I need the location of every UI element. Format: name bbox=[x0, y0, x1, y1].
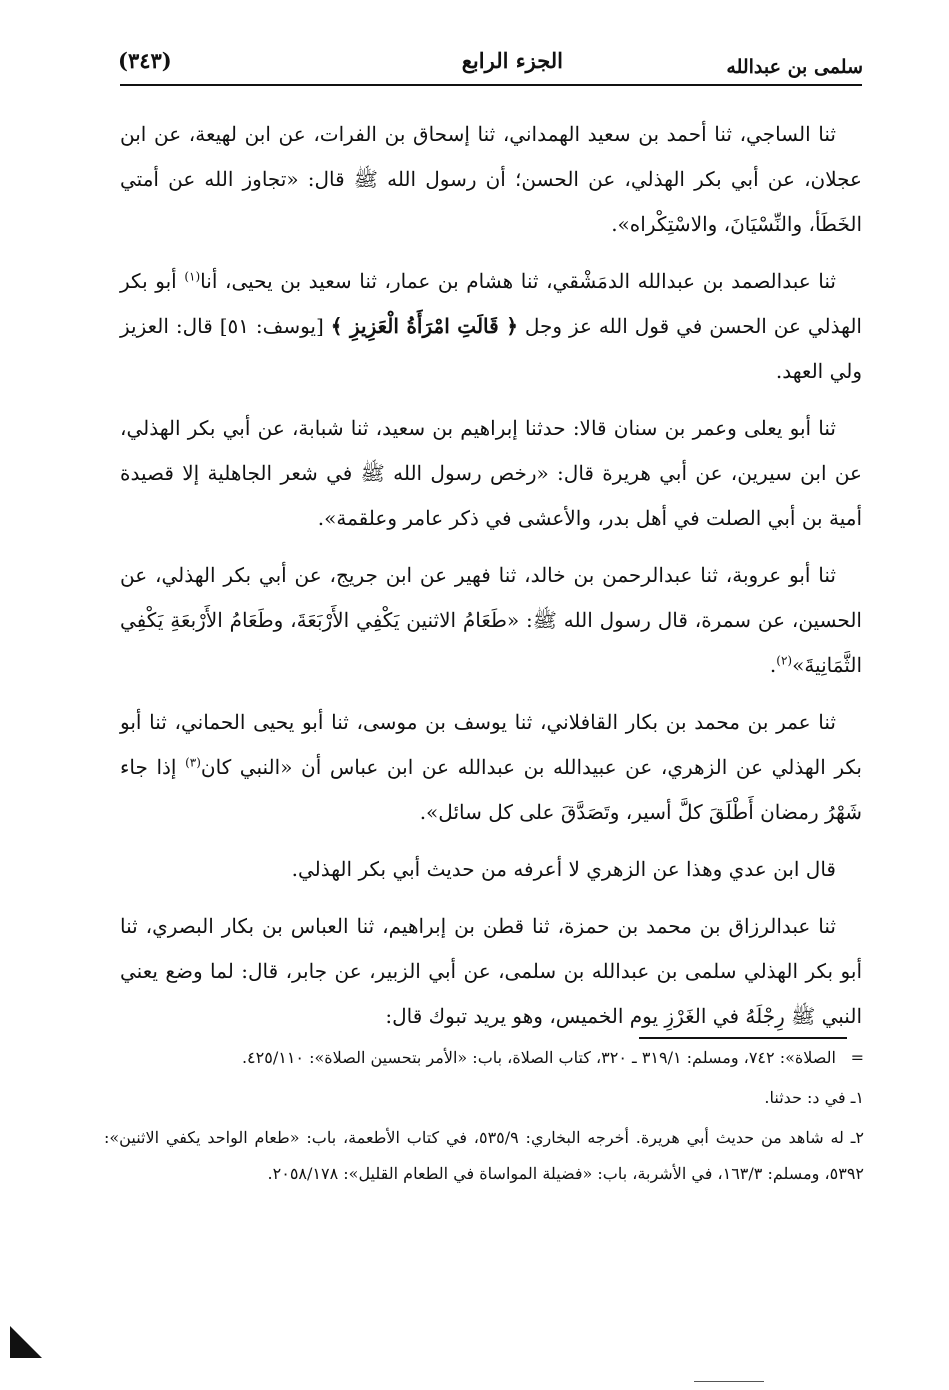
paragraph bbox=[120, 406, 862, 541]
footnotes bbox=[104, 1040, 864, 1196]
paragraph bbox=[120, 700, 862, 835]
footnote-1: ١ـ في د: حدثنا. bbox=[764, 1088, 864, 1107]
paragraph-text: ثنا أبو عروبة، ثنا عبدالرحمن بن خالد، ثنا فهير عن ابن جريج، عن أبي بكر الهذلي، عن الحسين، عن سمرة، قال رسول الله ﷺ: «طَعَامُ الاثنين يَكْفِي الأَرْبَعَةَ، وطَعَامُ الأَرْبعَةِ يَكْفِي الثَّمَانِيةَ» bbox=[120, 563, 862, 677]
corner-triangle-mark bbox=[10, 1326, 42, 1358]
volume-title: الجزء الرابع bbox=[461, 48, 563, 73]
page-header bbox=[118, 46, 863, 82]
paragraph-text: ثنا عبدالرزاق بن محمد بن حمزة، ثنا قطن بن إبراهيم، ثنا العباس بن بكار البصري، ثنا أبو بكر الهذلي سلمى بن عبدالله بن سلمى، عن أبي الزبير، عن جابر، قال: لما وضع يعني النبي ﷺ رِجْلَهُ في الغَرْزِ يوم الخميس، وهو يريد تبوك قال: bbox=[120, 914, 862, 1028]
running-title: سلمى بن عبدالله bbox=[726, 56, 863, 78]
paragraph-text: ثنا عبدالصمد بن عبدالله الدمَشْقي، ثنا هشام بن عمار، ثنا سعيد بن يحيى، أنا bbox=[200, 269, 836, 293]
footnote-text: الصلاة»: ٧٤٢، ومسلم: ٣١٩/١ ـ ٣٢٠، كتاب الصلاة، باب: «الأمر بتحسين الصلاة»: ٤٢٥/١١٠. bbox=[241, 1048, 836, 1067]
paragraph bbox=[120, 553, 862, 688]
footnote-ref: (٣) bbox=[185, 755, 201, 770]
header-rule bbox=[120, 84, 862, 86]
footnote-ref: (١) bbox=[184, 269, 201, 284]
footnote-ref: (٢) bbox=[776, 653, 793, 668]
paragraph-text: ثنا عمر بن محمد بن بكار القافلاني، ثنا يوسف بن موسى، ثنا أبو يحيى الحماني، ثنا أبو بكر الهذلي عن الزهري، عن عبيدالله بن عبدالله عن ابن عباس أن «النبي كان bbox=[120, 710, 862, 779]
page-number: (٣٤٣) bbox=[118, 48, 172, 73]
paragraph-text: . bbox=[769, 653, 777, 677]
footnote-2: ٢ـ له شاهد من حديث أبي هريرة. أخرجه البخاري: ٥٣٥/٩، في كتاب الأطعمة، باب: «طعام الواحد يكفي الاثنين»: ٥٣٩٢، ومسلم: ١٦٣/٣، في الأشربة، باب: «فضيلة المواساة في الطعام القليل»: ٢٠٥٨/١٧٨. bbox=[104, 1128, 865, 1183]
paragraph bbox=[120, 259, 862, 394]
footnote-rule bbox=[639, 1037, 847, 1039]
paragraph-text: ثنا أبو يعلى وعمر بن سنان قالا: حدثنا إبراهيم بن سعيد، ثنا شبابة، عن أبي بكر الهذلي، عن ابن سيرين، عن أبي هريرة قال: «رخص رسول الله ﷺ في شعر الجاهلية إلا قصيدة أمية بن أبي الصلت في أهل بدر، والأعشى في ذكر عامر وعلقمة». bbox=[120, 416, 862, 530]
paragraph-text: [يوسف: ٥١] قال: العزيز ولي العهد. bbox=[120, 314, 862, 383]
quran-verse: ﴿ قَالَتِ امْرَأَةُ الْعَزِيزِ ﴾ bbox=[330, 314, 518, 338]
paragraph bbox=[120, 904, 862, 1039]
footnote-continuation bbox=[104, 1040, 864, 1076]
paragraph-text: أبو بكر الهذلي عن الحسن في قول الله عز وجل bbox=[120, 269, 862, 338]
paragraph bbox=[120, 112, 862, 247]
paragraph-text: قال ابن عدي وهذا عن الزهري لا أعرفه من حديث أبي بكر الهذلي. bbox=[291, 857, 836, 881]
main-text bbox=[120, 112, 862, 1039]
paragraph-text: ثنا الساجي، ثنا أحمد بن سعيد الهمداني، ثنا إسحاق بن الفرات، عن ابن لهيعة، عن ابن عجلان، عن أبي بكر الهذلي، عن الحسن؛ أن رسول الله ﷺ قال: «تجاوز الله عن أمتي الخَطَأ، والنِّسْيَانَ، والاسْتِكْراه». bbox=[120, 122, 862, 236]
continuation-marker: = bbox=[850, 1048, 864, 1067]
scan-artifact-line bbox=[694, 1381, 764, 1382]
paragraph bbox=[120, 847, 862, 892]
paragraph-text: إذا جاء شَهْرُ رمضان أَطْلَقَ كلَّ أسير، وتَصَدَّقَ على كل سائل». bbox=[120, 755, 862, 824]
